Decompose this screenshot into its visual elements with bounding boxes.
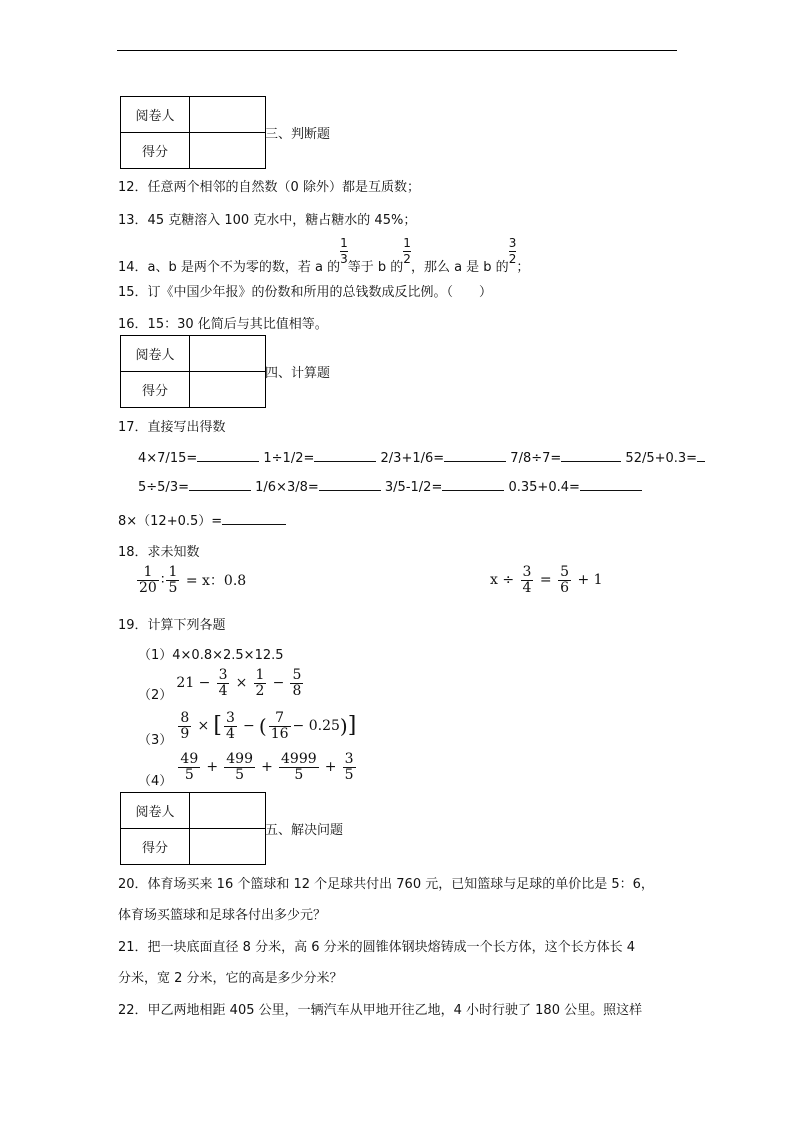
q17-item: 2/3+1/6= (380, 451, 445, 466)
q14-f2-numerator: 1 (403, 236, 411, 250)
numerator: 49 (180, 751, 199, 767)
ratio-colon: ∶ (160, 572, 165, 589)
answer-blank[interactable] (697, 461, 705, 462)
term: 21 − (176, 675, 211, 692)
operator: + (324, 759, 337, 776)
answer-blank[interactable] (222, 524, 286, 525)
q17-item: 1/6×3/8= (255, 480, 319, 495)
numerator: 3 (344, 751, 354, 767)
question-22: 22．甲乙两地相距 405 公里，一辆汽车从甲地开往乙地，4 小时行驶了 180 公里。照这样 (118, 1003, 643, 1018)
answer-blank[interactable] (580, 490, 642, 491)
q14-text-3: ，那么 a 是 b 的 (410, 260, 509, 275)
fraction (279, 752, 319, 782)
q19-item-4 (138, 751, 358, 789)
fraction (343, 752, 356, 782)
q17-item: 7/8÷7= (510, 451, 562, 466)
q14-fraction-2 (403, 236, 411, 275)
q14-f1-numerator: 1 (340, 236, 348, 250)
denominator: 20 (139, 579, 157, 596)
question-17-title: 17．直接写出得数 (118, 420, 226, 435)
answer-blank[interactable] (197, 461, 259, 462)
right-paren: ) (339, 714, 348, 739)
q14-fraction-3 (508, 236, 517, 275)
q18-eq1-rest: = x：0.8 (185, 573, 247, 590)
numerator: 8 (180, 710, 190, 726)
denominator: 2 (255, 682, 265, 699)
fraction (224, 711, 237, 741)
operator: + (206, 759, 219, 776)
reviewer-cell[interactable] (190, 793, 266, 829)
q18-eq2-fraction-b (558, 565, 571, 595)
q14-text-4: ； (516, 260, 530, 275)
item-label: （3） (138, 732, 173, 748)
answer-blank[interactable] (442, 490, 504, 491)
denominator: 5 (168, 579, 178, 596)
denominator: 4 (225, 725, 235, 742)
q17-item: 1÷1/2= (263, 451, 315, 466)
score-cell[interactable] (190, 829, 266, 865)
q18-eq2-fraction-a (521, 565, 534, 595)
numerator: 1 (168, 564, 178, 580)
q18-eq2-pre: x ÷ (490, 572, 515, 589)
operator: + (261, 759, 273, 776)
score-label: 得分 (121, 133, 190, 169)
numerator: 1 (255, 667, 265, 683)
operator: − (272, 675, 285, 692)
score-label: 得分 (121, 372, 190, 408)
denominator: 4 (218, 682, 228, 699)
fraction (224, 752, 255, 782)
question-14 (118, 236, 530, 275)
q14-text-2: 等于 b 的 (347, 260, 404, 275)
score-cell[interactable] (190, 133, 266, 169)
q19-item-2 (138, 667, 305, 703)
question-16: 16．15：30 化简后与其比值相等。 (118, 317, 328, 332)
item-label: （4） (138, 773, 173, 789)
reviewer-label: 阅卷人 (121, 793, 190, 829)
denominator: 5 (344, 766, 354, 783)
denominator: 8 (292, 682, 302, 699)
score-box (120, 96, 266, 169)
question-13: 13．45 克糖溶入 100 克水中，糖占糖水的 45%； (118, 213, 417, 228)
score-cell[interactable] (190, 372, 266, 408)
q18-equation-1 (135, 565, 246, 595)
reviewer-label: 阅卷人 (121, 336, 190, 372)
q17-item: 52/5+0.3= (625, 451, 698, 466)
q18-eq2-post: + 1 (577, 572, 603, 589)
fraction (269, 711, 291, 741)
numerator: 1 (137, 565, 159, 581)
q17-row-1 (138, 451, 705, 466)
q18-eq1-fraction-b (166, 565, 179, 595)
denominator: 4 (522, 579, 532, 596)
q14-f2-denominator: 2 (403, 252, 411, 266)
reviewer-label: 阅卷人 (121, 97, 190, 133)
numerator: 7 (269, 711, 291, 727)
q19-item-1: （1）4×0.8×2.5×12.5 (138, 648, 284, 663)
question-18-title: 18．求未知数 (118, 545, 200, 560)
section-title-judgment: 三、判断题 (265, 127, 331, 142)
answer-blank[interactable] (314, 461, 376, 462)
score-label: 得分 (121, 829, 190, 865)
fraction (178, 752, 200, 782)
q17-item: 5÷5/3= (138, 480, 189, 495)
section-title-calculation: 四、计算题 (265, 366, 331, 381)
header-rule (117, 50, 677, 51)
denominator: 5 (294, 766, 304, 783)
q14-f3-denominator: 2 (508, 252, 517, 266)
q14-f3-numerator: 3 (508, 236, 517, 250)
reviewer-cell[interactable] (190, 97, 266, 133)
score-box (120, 335, 266, 408)
question-12: 12．任意两个相邻的自然数（0 除外）都是互质数； (118, 180, 420, 195)
question-21-line-1: 21．把一块底面直径 8 分米，高 6 分米的圆锥体钢块熔铸成一个长方体，这个长方体长 4 (118, 940, 636, 955)
q14-text-1: 14．a、b 是两个不为零的数，若 a 的 (118, 260, 341, 275)
term: − 0.25 (292, 718, 340, 735)
numerator: 499 (226, 751, 253, 767)
q17-item: 4×7/15= (138, 451, 198, 466)
answer-blank[interactable] (319, 490, 381, 491)
operator: − (243, 718, 255, 735)
numerator: 5 (560, 564, 570, 580)
numerator: 5 (292, 667, 302, 683)
answer-blank[interactable] (444, 461, 506, 462)
denominator: 9 (180, 725, 190, 742)
fraction (254, 668, 267, 698)
fraction (217, 668, 230, 698)
left-bracket: [ (213, 713, 222, 739)
denominator: 16 (270, 725, 289, 742)
denominator: 5 (184, 766, 194, 783)
q17-item: 0.35+0.4= (508, 480, 580, 495)
numerator: 3 (522, 564, 532, 580)
q18-eq1-fraction-a (137, 565, 159, 595)
fraction (178, 711, 191, 741)
question-21-line-2: 分米，宽 2 分米，它的高是多少分米？ (118, 971, 343, 986)
left-paren: ( (258, 714, 267, 739)
question-20-line-2: 体育场买篮球和足球各付出多少元？ (118, 908, 327, 923)
reviewer-cell[interactable] (190, 336, 266, 372)
operator: × (235, 675, 248, 692)
numerator: 3 (225, 710, 235, 726)
item-label: （2） (138, 687, 173, 703)
question-20-line-1: 20．体育场买来 16 个篮球和 12 个足球共付出 760 元，已知篮球与足球的单价比是 5：6， (118, 877, 654, 892)
numerator: 3 (218, 667, 228, 683)
question-19-title: 19．计算下列各题 (118, 618, 226, 633)
q17-item: 8×（12+0.5）= (118, 514, 223, 529)
q14-fraction-1 (340, 236, 348, 275)
q17-row-2 (138, 480, 642, 495)
operator: × (197, 718, 210, 735)
answer-blank[interactable] (561, 461, 621, 462)
answer-blank[interactable] (189, 490, 251, 491)
q17-item: 3/5-1/2= (384, 480, 443, 495)
right-bracket: ] (347, 713, 357, 739)
q17-row-3 (118, 510, 286, 529)
fraction (290, 668, 303, 698)
q18-equation-2 (490, 565, 603, 595)
section-title-problems: 五、解决问题 (265, 823, 344, 838)
denominator: 5 (235, 766, 245, 783)
q19-item-3 (138, 710, 357, 748)
denominator: 6 (560, 579, 570, 596)
score-box (120, 792, 266, 865)
numerator: 4999 (281, 751, 317, 767)
equals-sign: = (539, 572, 552, 589)
q14-f1-denominator: 3 (340, 252, 348, 266)
question-15: 15．订《中国少年报》的份数和所用的总钱数成反比例。（ ） (118, 285, 493, 300)
